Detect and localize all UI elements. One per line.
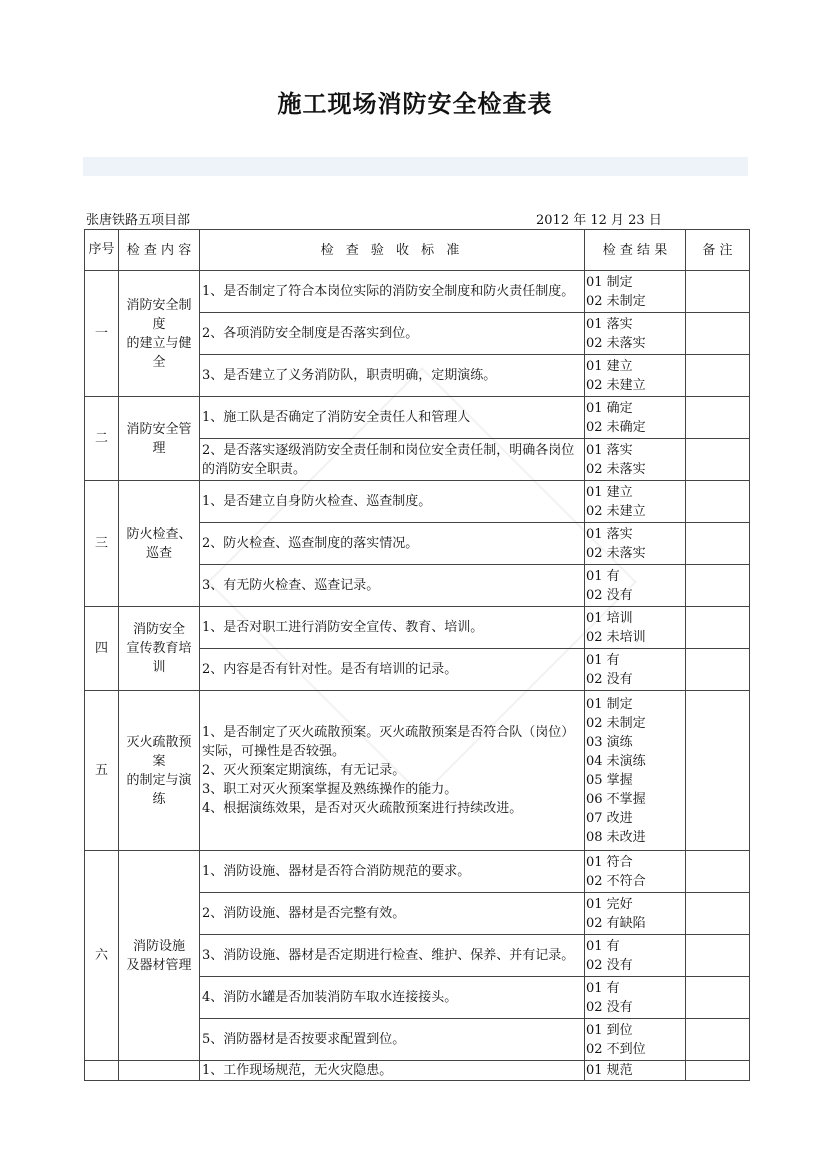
remark-cell [686, 649, 750, 691]
criteria-cell: 3、有无防火检查、巡查记录。 [200, 565, 585, 607]
section-number [85, 1061, 119, 1081]
result-cell: 01 有 02 没有 [585, 935, 686, 977]
table-body [85, 271, 750, 1081]
criteria-cell: 1、是否制定了符合本岗位实际的消防安全制度和防火责任制度。 [200, 271, 585, 313]
result-cell: 01 规范 [585, 1061, 686, 1081]
col-result: 检 查 结 果 [585, 230, 686, 271]
remark-cell [686, 397, 750, 439]
table-row [85, 481, 750, 523]
remark-cell [686, 935, 750, 977]
result-cell: 01 落实 02 未落实 [585, 439, 686, 481]
criteria-cell: 2、内容是否有针对性。是否有培训的记录。 [200, 649, 585, 691]
section-category: 消防安全制度 的建立与健全 [119, 271, 200, 397]
criteria-cell: 1、是否对职工进行消防安全宣传、教育、培训。 [200, 607, 585, 649]
criteria-cell: 2、防火检查、巡查制度的落实情况。 [200, 523, 585, 565]
result-cell: 01 有 02 没有 [585, 977, 686, 1019]
remark-cell [686, 439, 750, 481]
criteria-cell: 1、工作现场规范，无火灾隐患。 [200, 1061, 585, 1081]
result-cell: 01 有 02 没有 [585, 565, 686, 607]
section-category: 消防设施 及器材管理 [119, 851, 200, 1061]
result-cell: 01 落实 02 未落实 [585, 523, 686, 565]
section-number: 二 [85, 397, 119, 481]
remark-cell [686, 271, 750, 313]
department-label: 张唐铁路五项目部 [86, 213, 191, 228]
criteria-cell: 1、是否建立自身防火检查、巡查制度。 [200, 481, 585, 523]
criteria-cell: 2、各项消防安全制度是否落实到位。 [200, 313, 585, 355]
criteria-cell: 1、消防设施、器材是否符合消防规范的要求。 [200, 851, 585, 893]
criteria-cell: 2、是否落实逐级消防安全责任制和岗位安全责任制，明确各岗位的消防安全职责。 [200, 439, 585, 481]
table-row [85, 271, 750, 313]
col-seq: 序号 [85, 230, 119, 271]
table-row [85, 397, 750, 439]
result-cell: 01 培训 02 未培训 [585, 607, 686, 649]
section-number: 三 [85, 481, 119, 607]
result-cell: 01 落实 02 未落实 [585, 313, 686, 355]
criteria-cell: 4、消防水罐是否加装消防车取水连接接头。 [200, 977, 585, 1019]
result-cell: 01 制定 02 未制定 [585, 271, 686, 313]
criteria-cell: 5、消防器材是否按要求配置到位。 [200, 1019, 585, 1061]
remark-cell [686, 523, 750, 565]
table-header-row [85, 230, 750, 271]
result-cell: 01 建立 02 未建立 [585, 481, 686, 523]
section-number: 五 [85, 691, 119, 851]
section-category: 消防安全 宣传教育培 训 [119, 607, 200, 691]
result-cell: 01 到位 02 不到位 [585, 1019, 686, 1061]
table-row [85, 1061, 750, 1081]
result-cell: 01 制定 02 未制定 03 演练 04 未演练 05 掌握 06 不掌握 07 改进 08 未改进 [585, 691, 686, 851]
col-criteria: 检 查 验 收 标 准 [200, 230, 585, 271]
remark-cell [686, 691, 750, 851]
remark-cell [686, 313, 750, 355]
section-number: 四 [85, 607, 119, 691]
col-content: 检 查 内 容 [119, 230, 200, 271]
remark-cell [686, 977, 750, 1019]
remark-cell [686, 565, 750, 607]
criteria-cell: 1、施工队是否确定了消防安全责任人和管理人 [200, 397, 585, 439]
remark-cell [686, 481, 750, 523]
header-band [83, 157, 748, 176]
remark-cell [686, 893, 750, 935]
col-remark: 备 注 [686, 230, 750, 271]
section-category: 防火检查、 巡查 [119, 481, 200, 607]
table-row [85, 607, 750, 649]
remark-cell [686, 355, 750, 397]
inspection-table [84, 229, 750, 1081]
criteria-cell: 3、是否建立了义务消防队，职责明确，定期演练。 [200, 355, 585, 397]
remark-cell [686, 1061, 750, 1081]
section-category: 消防安全管理 [119, 397, 200, 481]
remark-cell [686, 1019, 750, 1061]
result-cell: 01 确定 02 未确定 [585, 397, 686, 439]
remark-cell [686, 851, 750, 893]
criteria-cell: 1、是否制定了灭火疏散预案。灭火疏散预案是否符合队（岗位）实际，可操性是否较强。 2、灭火预案定期演练，有无记录。 3、职工对灭火预案掌握及熟练操作的能力。 4、根据演练效果，是否对灭火疏散预案进行持续改进。 [200, 691, 585, 851]
result-cell: 01 建立 02 未建立 [585, 355, 686, 397]
section-number: 一 [85, 271, 119, 397]
remark-cell [686, 607, 750, 649]
page-title: 施工现场消防安全检查表 [277, 90, 553, 118]
date-label: 2012 年 12 月 23 日 [536, 213, 662, 228]
section-category: 灭火疏散预 案 的制定与演 练 [119, 691, 200, 851]
table-row [85, 691, 750, 851]
result-cell: 01 完好 02 有缺陷 [585, 893, 686, 935]
section-category [119, 1061, 200, 1081]
section-number: 六 [85, 851, 119, 1061]
table-row [85, 851, 750, 893]
criteria-cell: 3、消防设施、器材是否定期进行检查、维护、保养、并有记录。 [200, 935, 585, 977]
criteria-cell: 2、消防设施、器材是否完整有效。 [200, 893, 585, 935]
result-cell: 01 符合 02 不符合 [585, 851, 686, 893]
result-cell: 01 有 02 没有 [585, 649, 686, 691]
